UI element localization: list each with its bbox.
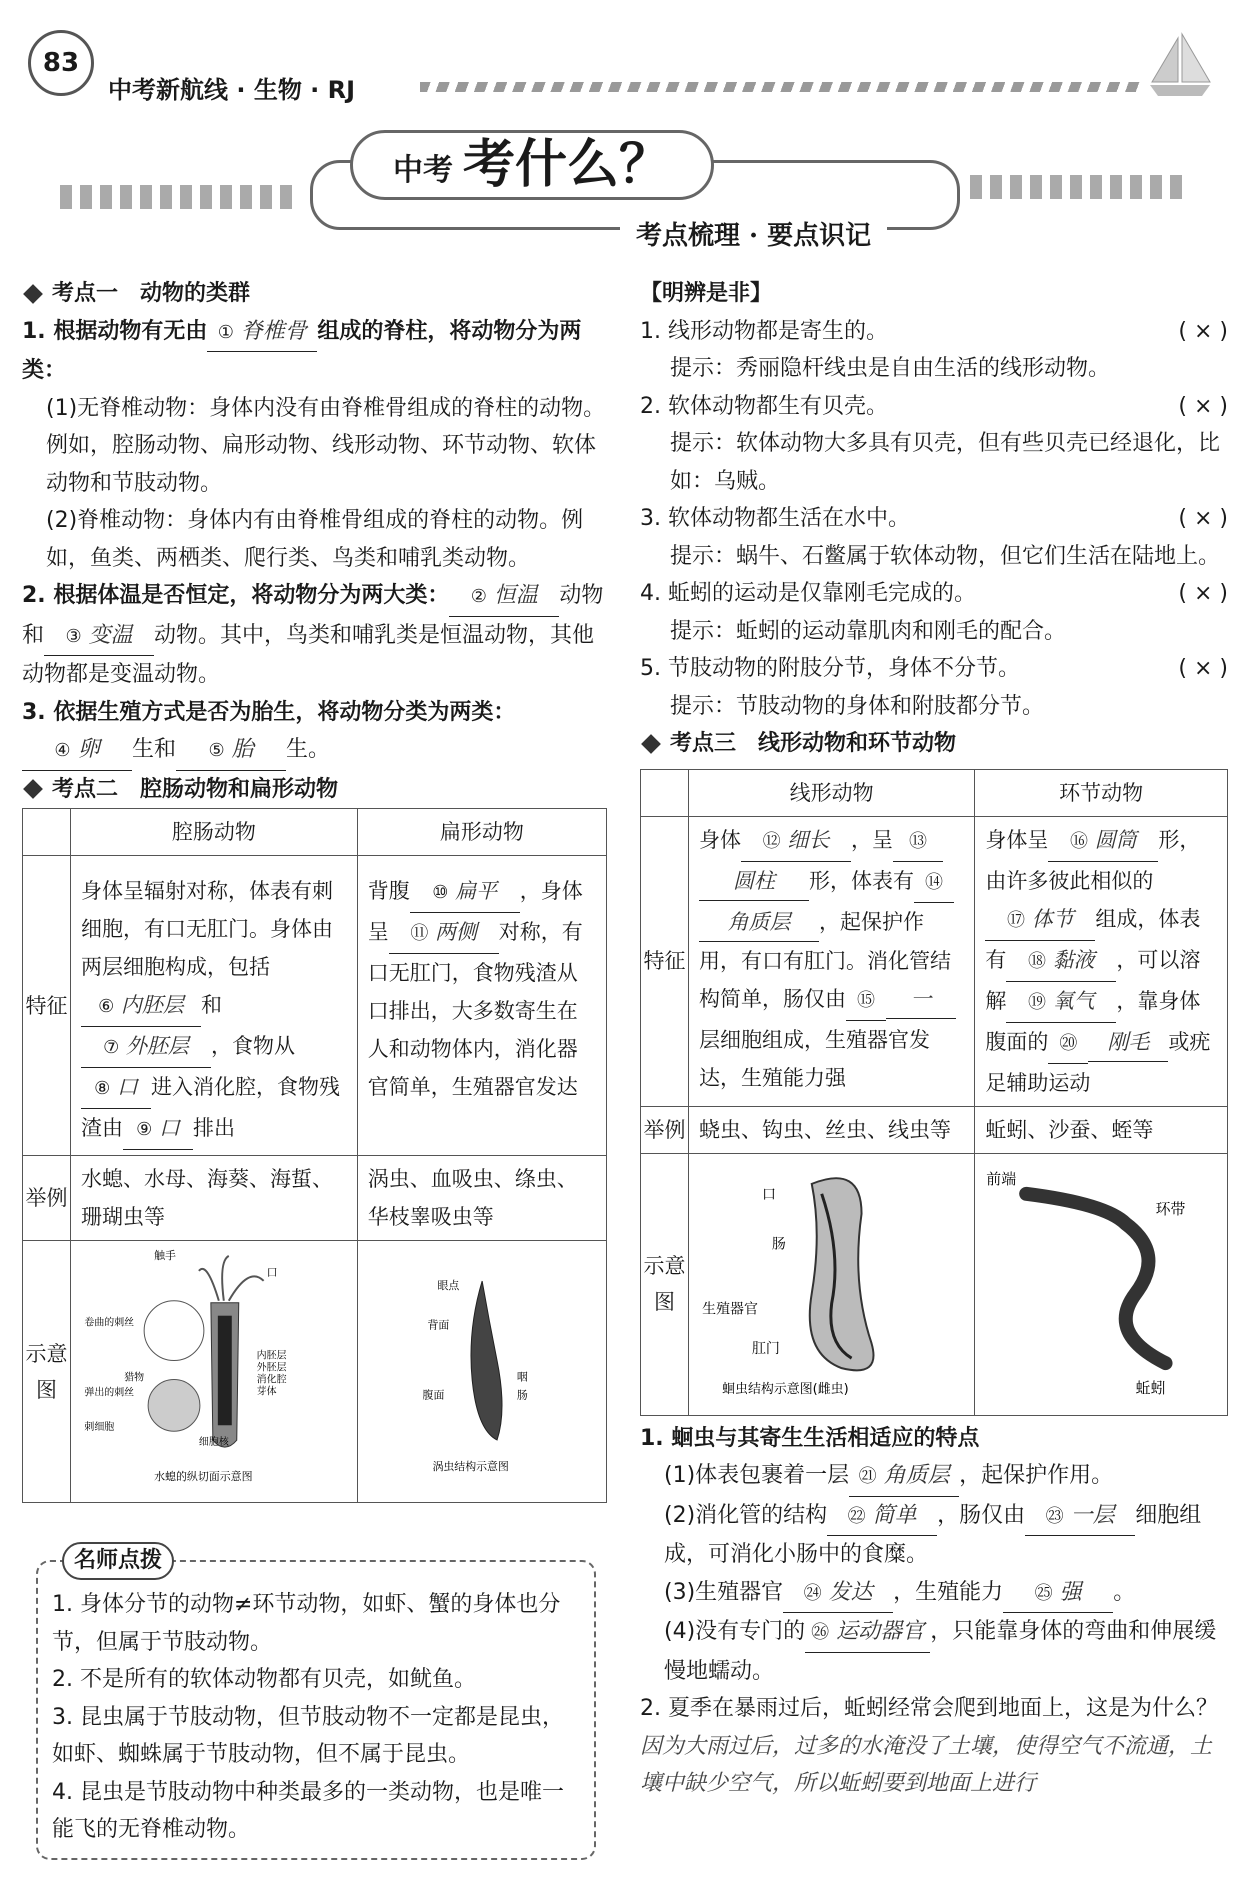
svg-text:水螅的纵切面示意图: 水螅的纵切面示意图 — [154, 1470, 253, 1484]
banner-title-big: 考什么？ — [463, 134, 672, 195]
svg-text:消化腔: 消化腔 — [256, 1374, 287, 1386]
kp2-col2-header: 扁形动物 — [357, 809, 606, 856]
kp3-nematode-example: 蛲虫、钩虫、丝虫、线虫等 — [689, 1106, 975, 1153]
svg-text:环带: 环带 — [1155, 1199, 1186, 1218]
banner-decoration-right — [970, 175, 1190, 199]
tip-item: 1. 身体分节的动物≠环节动物，如虾、蟹的身体也分节，但属于节肢动物。 — [52, 1592, 561, 1655]
ascaris-line-1: (1)体表包裹着一层 ㉑ 角质层 ，起保护作用。 — [640, 1457, 1228, 1497]
left-column — [22, 275, 607, 1503]
kp2-row-diagram-label: 示意图 — [23, 1241, 71, 1503]
svg-text:肠: 肠 — [516, 1388, 528, 1402]
judge-item: 1. 线形动物都是寄生的。 ( × ) 提示：秀丽隐杆线虫是自由生活的线形动物。 — [640, 318, 1228, 381]
svg-text:咽: 咽 — [516, 1370, 528, 1384]
judge-item: 2. 软体动物都生有贝壳。 ( × ) 提示：软体动物大多具有贝壳，但有些贝壳已经退化，比如：乌贼。 — [640, 393, 1228, 494]
table-corner — [641, 769, 689, 816]
judge-item: 5. 节肢动物的附肢分节，身体不分节。 ( × ) 提示：节肢动物的身体和附肢都分节。 — [640, 656, 1228, 719]
svg-text:猎物: 猎物 — [124, 1372, 145, 1384]
svg-text:细胞核: 细胞核 — [198, 1437, 229, 1449]
svg-text:口: 口 — [761, 1186, 776, 1203]
planarian-figure — [358, 1241, 606, 1490]
tip-item: 3. 昆虫属于节肢动物，但节肢动物不一定都是昆虫，如虾、蜘蛛属于节肢动物，但不属于昆虫。 — [52, 1704, 564, 1767]
svg-text:前端: 前端 — [986, 1169, 1017, 1188]
earthworm-answer: 因为大雨过后，过多的水淹没了土壤，使得空气不流通，土壤中缺少空气，所以蚯蚓要到地面上进行 — [640, 1733, 1213, 1796]
svg-text:卷曲的刺丝: 卷曲的刺丝 — [84, 1317, 135, 1329]
svg-text:蛔虫结构示意图(雌虫): 蛔虫结构示意图(雌虫) — [722, 1381, 849, 1397]
teacher-tips-box — [36, 1548, 596, 1860]
kp3-heading: 考点三 线形动物和环节动物 — [640, 725, 1228, 763]
ascaris-diagram — [689, 1153, 975, 1415]
kp3-col1-header: 线形动物 — [689, 769, 975, 816]
kp3-annelid-example: 蚯蚓、沙蚕、蛭等 — [975, 1106, 1228, 1153]
kp3-row-feature-label: 特征 — [641, 816, 689, 1106]
kp2-heading: 考点二 腔肠动物和扁形动物 — [22, 771, 607, 809]
earthworm-figure — [975, 1154, 1227, 1403]
earthworm-question: 2. 夏季在暴雨过后，蚯蚓经常会爬到地面上，这是为什么？ — [640, 1696, 1218, 1721]
kp3-col2-header: 环节动物 — [975, 769, 1228, 816]
kp1-q1-b: (2)脊椎动物：身体内有由脊椎骨组成的脊柱的动物。例如，鱼类、两栖类、爬行类、鸟类和哺乳类动物。 — [46, 508, 584, 571]
kp3-table — [640, 769, 1228, 1416]
svg-text:蚯蚓: 蚯蚓 — [1136, 1378, 1166, 1397]
page-number: 83 — [28, 30, 94, 96]
ascaris-line-2: (2)消化管的结构 ㉒ 简单 ，肠仅由 ㉓ 一层 细胞组成，可消化小肠中的食糜。 — [640, 1497, 1228, 1574]
banner-title — [350, 130, 714, 200]
kp2-table — [22, 808, 607, 1503]
section-banner — [60, 130, 1190, 250]
banner-subtitle: 考点梳理 · 要点识记 — [620, 215, 887, 252]
tip-item: 2. 不是所有的软体动物都有贝壳，如鱿鱼。 — [52, 1667, 476, 1692]
kp1-q3: 3. 依据生殖方式是否为胎生，将动物分类为两类：④ 卵 生和 ⑤ 胎 生。 — [22, 694, 607, 771]
svg-text:内胚层: 内胚层 — [256, 1350, 287, 1362]
header-decoration — [420, 82, 1140, 92]
svg-text:腹面: 腹面 — [422, 1388, 445, 1402]
ascaris-question-title: 1. 蛔虫与其寄生生活相适应的特点 — [640, 1425, 980, 1451]
diamond-icon — [23, 284, 43, 304]
banner-title-small: 中考 — [393, 153, 453, 188]
kp1-q2: 2. 根据体温是否恒定，将动物分为两大类： ② 恒温 动物和 ③ 变温 动物。其中，鸟类和哺乳类是恒温动物，其他动物都是变温动物。 — [22, 577, 607, 694]
hydra-diagram — [71, 1241, 358, 1503]
svg-text:生殖器官: 生殖器官 — [702, 1300, 758, 1317]
kp1-q1: 1. 根据动物有无由 ① 脊椎骨 组成的脊柱，将动物分为两类： — [22, 313, 607, 390]
right-column — [640, 275, 1228, 1803]
judge-item: 4. 蚯蚓的运动是仅靠刚毛完成的。 ( × ) 提示：蚯蚓的运动靠肌肉和刚毛的配合。 — [640, 581, 1228, 644]
banner-decoration-left — [60, 185, 300, 209]
ship-icon — [1140, 30, 1220, 100]
svg-text:眼点: 眼点 — [437, 1279, 459, 1293]
svg-text:触手: 触手 — [154, 1248, 176, 1262]
table-corner — [23, 809, 71, 856]
kp2-cnidaria-example: 水螅、水母、海葵、海蜇、珊瑚虫等 — [71, 1156, 358, 1241]
svg-text:肠: 肠 — [771, 1236, 786, 1253]
kp1-q1-a: (1)无脊椎动物：身体内没有由脊椎骨组成的脊柱的动物。例如，腔肠动物、扁形动物、线形动物、环节动物、软体动物和节肢动物。 — [46, 395, 606, 496]
svg-text:外胚层: 外胚层 — [256, 1362, 287, 1374]
series-title: 中考新航线 · 生物 · RJ — [108, 76, 356, 104]
svg-text:背面: 背面 — [427, 1318, 450, 1332]
kp3-row-example-label: 举例 — [641, 1106, 689, 1153]
earthworm-diagram — [975, 1153, 1228, 1415]
kp2-flatworm-example: 涡虫、血吸虫、绦虫、华枝睾吸虫等 — [357, 1156, 606, 1241]
kp2-row-feature-label: 特征 — [23, 856, 71, 1156]
ascaris-figure — [689, 1154, 974, 1403]
kp2-col1-header: 腔肠动物 — [71, 809, 358, 856]
ascaris-line-3: (3)生殖器官 ㉔ 发达 ，生殖能力 ㉕ 强 。 — [640, 1574, 1228, 1614]
diamond-icon — [641, 734, 661, 754]
kp3-nematode-feature: 身体 ⑫ 细长 ，呈 ⑬圆柱 形，体表有 ⑭角质层 ，起保护作用，有口有肛门。消化管结构简单，肠仅由 ⑮ 一层细胞组成，生殖器官发达，生殖能力强 — [689, 816, 975, 1106]
planarian-diagram — [357, 1241, 606, 1503]
ascaris-line-4: (4)没有专门的 ㉖ 运动器官 ，只能靠身体的弯曲和伸展缓慢地蠕动。 — [640, 1613, 1228, 1690]
svg-text:弹出的刺丝: 弹出的刺丝 — [84, 1387, 135, 1399]
kp2-cnidaria-feature: 身体呈辐射对称，体表有刺细胞，有口无肛门。身体由两层细胞构成，包括⑥ 内胚层 和⑦ 外胚层 ，食物从⑧ 口 进入消化腔，食物残渣由 ⑨ 口 排出 — [71, 856, 358, 1156]
svg-text:芽体: 芽体 — [256, 1386, 277, 1398]
kp2-row-example-label: 举例 — [23, 1156, 71, 1241]
kp3-row-diagram-label: 示意图 — [641, 1153, 689, 1415]
kp3-annelid-feature: 身体呈 ⑯ 圆筒 形，由许多彼此相似的⑰ 体节 组成，体表有 ⑱ 黏液 ，可以溶解 ⑲ 氧气 ，靠身体腹面的 ⑳ 刚毛 或疣足辅助运动 — [975, 816, 1228, 1106]
kp1-heading: 考点一 动物的类群 — [22, 275, 607, 313]
judge-item: 3. 软体动物都生活在水中。 ( × ) 提示：蜗牛、石鳖属于软体动物，但它们生活在陆地上。 — [640, 506, 1228, 569]
svg-text:涡虫结构示意图: 涡虫结构示意图 — [432, 1459, 509, 1473]
teacher-tips-title: 名师点拨 — [62, 1542, 174, 1580]
svg-text:刺细胞: 刺细胞 — [84, 1422, 115, 1434]
diamond-icon — [23, 779, 43, 799]
judge-title: 【明辨是非】 — [640, 281, 773, 306]
hydra-figure — [71, 1241, 357, 1490]
page-header — [0, 0, 1250, 110]
svg-text:肛门: 肛门 — [751, 1340, 780, 1357]
kp2-flatworm-feature: 背腹 ⑩ 扁平 ，身体呈 ⑪ 两侧 对称，有口无肛门，食物残渣从口排出，大多数寄生在人和动物体内，消化器官简单，生殖器官发达 — [357, 856, 606, 1156]
svg-text:口: 口 — [266, 1265, 278, 1279]
tip-item: 4. 昆虫是节肢动物中种类最多的一类动物，也是唯一能飞的无脊椎动物。 — [52, 1779, 564, 1842]
